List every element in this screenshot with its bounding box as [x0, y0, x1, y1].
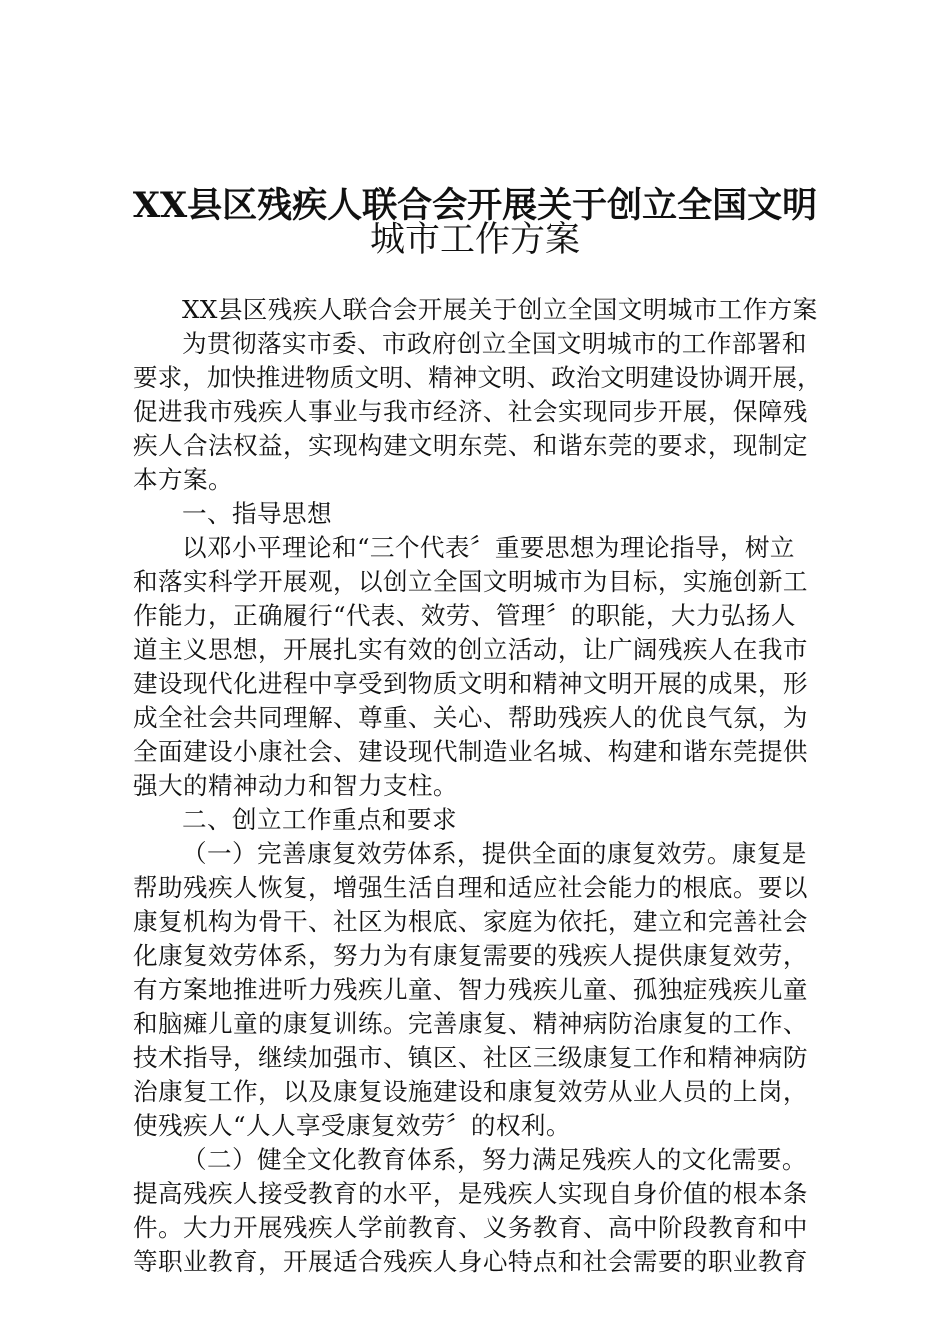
body-text-line: 强大的精神动力和智力支柱。: [133, 771, 458, 800]
body-text-line: 化康复效劳体系，努力为有康复需要的残疾人提供康复效劳，: [133, 941, 808, 970]
body-text-line: 康复机构为骨干、社区为根底、家庭为依托，建立和完善社会: [133, 907, 808, 936]
body-text-line: 作能力，正确履行“代表、效劳、管理〞的职能，大力弘扬人: [133, 601, 796, 630]
body-text-line: 为贯彻落实市委、市政府创立全国文明城市的工作部署和: [182, 329, 807, 358]
body-text-line: 件。大力开展残疾人学前教育、义务教育、高中阶段教育和中: [133, 1213, 808, 1242]
body-text-line: 建设现代化进程中享受到物质文明和精神文明开展的成果，形: [133, 669, 808, 698]
body-text-line: （一）完善康复效劳体系，提供全面的康复效劳。康复是: [182, 839, 807, 868]
body-text-line: （二）健全文化教育体系，努力满足残疾人的文化需要。: [182, 1145, 807, 1174]
body-text-line: 等职业教育，开展适合残疾人身心特点和社会需要的职业教育: [133, 1247, 808, 1276]
body-text-line: 帮助残疾人恢复，增强生活自理和适应社会能力的根底。要以: [133, 873, 808, 902]
body-text-line: 一、指导思想: [182, 499, 332, 528]
body-text-line: 有方案地推进听力残疾儿童、智力残疾儿童、孤独症残疾儿童: [133, 975, 808, 1004]
body-text-line: 疾人合法权益，实现构建文明东莞、和谐东莞的要求，现制定: [133, 431, 808, 460]
body-text-line: 提高残疾人接受教育的水平，是残疾人实现自身价值的根本条: [133, 1179, 808, 1208]
body-text-line: XX县区残疾人联合会开展关于创立全国文明城市工作方案: [182, 295, 818, 324]
body-text-line: 促进我市残疾人事业与我市经济、社会实现同步开展，保障残: [133, 397, 808, 426]
body-text-line: 和脑瘫儿童的康复训练。完善康复、精神病防治康复的工作、: [133, 1009, 808, 1038]
body-text-line: 成全社会共同理解、尊重、关心、帮助残疾人的优良气氛，为: [133, 703, 808, 732]
body-text-line: 要求，加快推进物质文明、精神文明、政治文明建设协调开展，: [133, 363, 822, 392]
body-text-line: 使残疾人“人人享受康复效劳〞的权利。: [133, 1111, 571, 1140]
body-text-line: 以邓小平理论和“三个代表〞重要思想为理论指导，树立: [182, 533, 795, 562]
body-text-line: 全面建设小康社会、建设现代制造业名城、构建和谐东莞提供: [133, 737, 808, 766]
body-text-line: 治康复工作，以及康复设施建设和康复效劳从业人员的上岗，: [133, 1077, 808, 1106]
body-text-line: 道主义思想，开展扎实有效的创立活动，让广阔残疾人在我市: [133, 635, 808, 664]
body-text-line: 二、创立工作重点和要求: [182, 805, 457, 834]
body-text-line: 和落实科学开展观，以创立全国文明城市为目标，实施创新工: [133, 567, 808, 596]
document-title-line-1: XX县区残疾人联合会开展关于创立全国文明: [132, 185, 818, 226]
document-title-line-2: 城市工作方案: [369, 220, 580, 260]
document-body: [133, 293, 823, 1279]
body-text-line: 本方案。: [133, 465, 233, 494]
body-text-line: 技术指导，继续加强市、镇区、社区三级康复工作和精神病防: [133, 1043, 808, 1072]
